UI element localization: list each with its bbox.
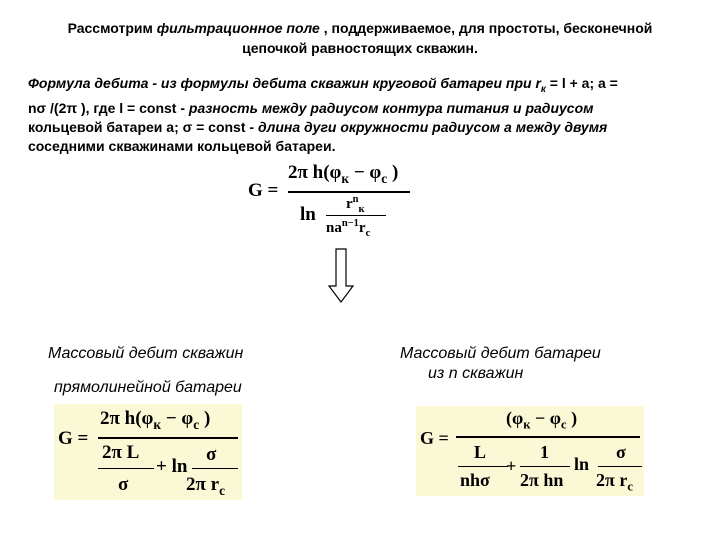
- left-sigma-top: σ: [206, 444, 217, 465]
- right-nh-sigma: nhσ: [460, 470, 490, 490]
- header-line-1: [0, 18, 720, 38]
- left-num-close: ): [199, 408, 211, 429]
- para-line2-b: разность между радиусом контура питания и радиусом: [188, 99, 594, 116]
- left-caption-line-2: прямолинейной батареи: [54, 379, 242, 396]
- header-prefix: Рассмотрим: [67, 20, 157, 36]
- left-bar-1: [98, 468, 154, 469]
- right-main-bar: [456, 436, 640, 438]
- para-line2-a: nσ /(2π ), где l = const -: [28, 99, 189, 116]
- right-2pi-rc: [596, 470, 633, 495]
- left-rc-sub: c: [219, 482, 225, 498]
- right-L: L: [474, 442, 487, 462]
- main-rc-sub: c: [365, 228, 371, 239]
- right-2pi-hn: 2π hn: [520, 470, 564, 490]
- main-num-minus: − φ: [349, 162, 382, 183]
- right-bar-3: [598, 466, 642, 467]
- main-na-rc: [326, 218, 370, 239]
- main-fraction-bar: [288, 191, 410, 193]
- left-plus-ln: + ln: [156, 456, 188, 477]
- left-main-bar: [98, 437, 238, 439]
- right-sigma: σ: [616, 442, 626, 462]
- para-line3-a: кольцевой батареи a; σ = const -: [28, 118, 258, 135]
- para-line3-b: длина дуги окружности радиусом a между двумя: [257, 118, 608, 135]
- header-italic-term: фильтрационное поле: [156, 20, 320, 36]
- left-num-mid: − φ: [161, 408, 194, 429]
- left-num-sub-c: c: [193, 416, 200, 432]
- right-num-text: (φ: [506, 408, 524, 428]
- left-formula: [54, 404, 242, 500]
- right-one: 1: [540, 442, 549, 462]
- formula-description: [28, 74, 698, 156]
- para-line-3: [28, 118, 698, 137]
- para-line-2: [28, 99, 698, 118]
- down-arrow-icon: [328, 248, 354, 304]
- header-suffix: , поддерживаемое, для простоты, бесконечной: [319, 20, 653, 36]
- left-caption-line-1: Массовый дебит скважин: [48, 345, 244, 362]
- right-num-mid: − φ: [530, 408, 561, 428]
- left-bar-2: [192, 468, 238, 469]
- left-G: G =: [58, 428, 89, 449]
- right-formula: [416, 406, 644, 496]
- main-ln: ln: [300, 204, 316, 225]
- left-caption: [48, 344, 308, 398]
- para-line-1: [28, 74, 698, 99]
- right-2pi-r: 2π r: [596, 470, 628, 490]
- main-r: r: [346, 196, 353, 212]
- right-numerator: [506, 408, 577, 433]
- right-caption: [400, 344, 670, 384]
- left-num-sub-k: к: [153, 416, 162, 432]
- left-sigma-bottom: σ: [118, 474, 129, 495]
- main-num-sub-c: c: [381, 170, 388, 186]
- left-2pi-rc: [186, 474, 225, 499]
- main-num-text: 2π h(φ: [288, 162, 342, 183]
- main-r-top: [346, 194, 365, 215]
- right-num-sub-k: к: [523, 417, 531, 432]
- main-formula-G: G =: [248, 180, 279, 201]
- header-line-2: цепочкой равностоящих скважин.: [242, 40, 478, 56]
- right-caption-line-1: Массовый дебит батареи: [400, 345, 601, 362]
- main-num-sub-k: к: [341, 170, 350, 186]
- right-ln: ln: [574, 454, 590, 474]
- left-num-text: 2π h(φ: [100, 408, 154, 429]
- right-caption-line-2: из n скважин: [428, 365, 524, 382]
- right-bar-2: [520, 466, 570, 467]
- para-line-4: соседними скважинами кольцевой батареи.: [28, 137, 336, 154]
- main-num-close: ): [387, 162, 399, 183]
- right-plus: +: [506, 456, 517, 476]
- main-rc: r: [358, 220, 366, 236]
- para-line1-rest: - из формулы дебита скважин круговой батареи при r: [148, 75, 541, 91]
- main-formula-numerator: [288, 162, 398, 187]
- right-rc-sub: c: [627, 479, 633, 494]
- right-num-sub-c: c: [561, 417, 567, 432]
- left-2pi-r: 2π r: [186, 474, 220, 495]
- main-inner-bar: [326, 215, 386, 216]
- para-line1-end: = l + a; a =: [545, 75, 618, 91]
- para-italic-lead: Формула дебита: [28, 75, 149, 91]
- rk-subscript: к: [540, 83, 546, 95]
- page-header: [0, 18, 720, 58]
- right-G: G =: [420, 428, 449, 448]
- left-numerator: [100, 408, 210, 433]
- right-num-close: ): [566, 408, 578, 428]
- main-na: na: [326, 220, 342, 236]
- main-r-sub: к: [358, 204, 365, 215]
- right-bar-1: [458, 466, 508, 467]
- left-2piL: 2π L: [102, 442, 140, 463]
- main-na-sup: n−1: [341, 218, 359, 229]
- main-formula: [248, 160, 418, 250]
- main-r-sup: n: [352, 194, 359, 205]
